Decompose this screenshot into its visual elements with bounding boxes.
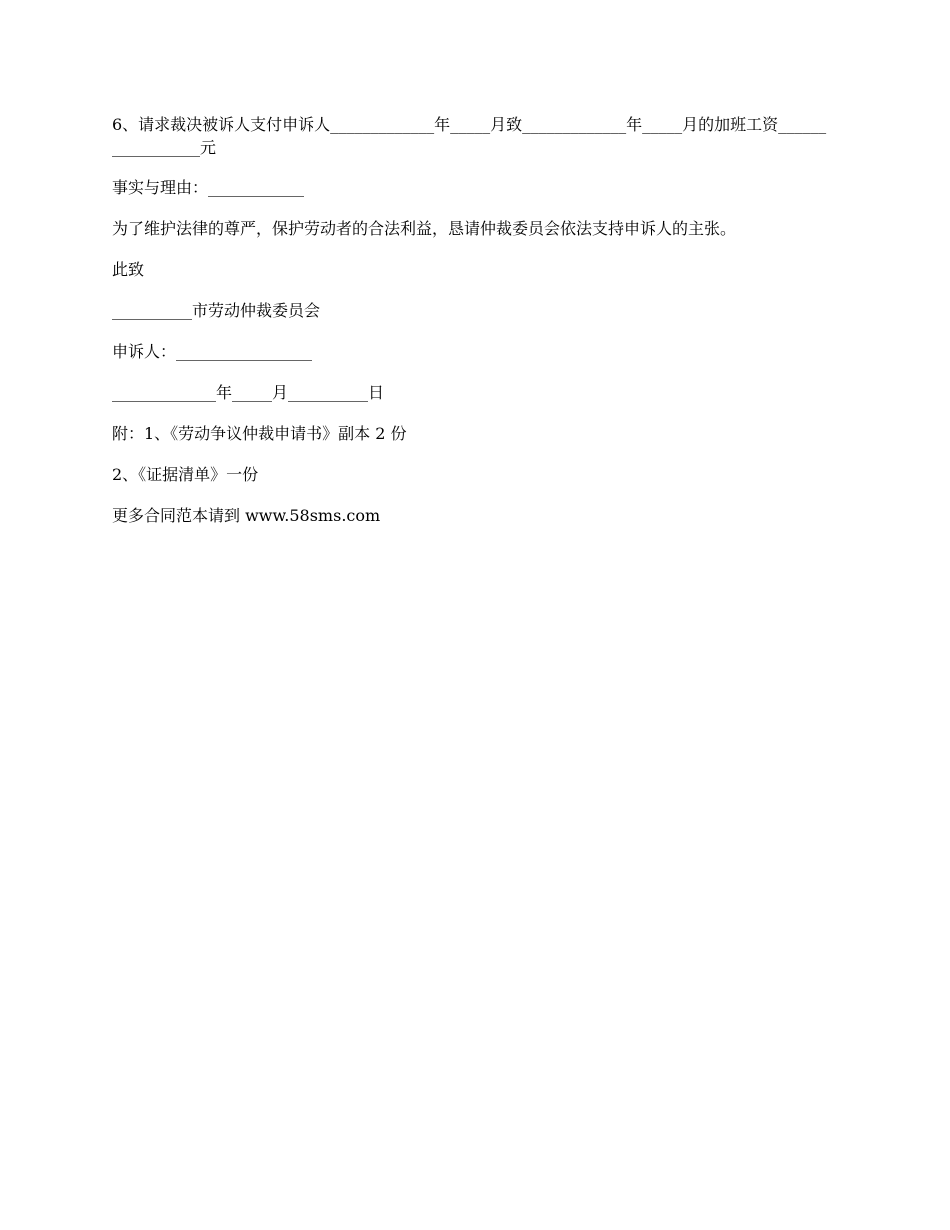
document-body [112,113,834,545]
claim-item-6: 6、请求裁决被诉人支付申诉人_____________年_____月致_____________年_____月的加班工资_________________元 [112,115,827,157]
attachment-1: 附：1、《劳动争议仲裁申请书》副本 2 份 [112,424,407,443]
salutation: 此致 [112,260,145,279]
attachment-2: 2、《证据清单》一份 [112,465,259,484]
date-line: _____________年_____月__________日 [112,383,385,402]
request-statement: 为了维护法律的尊严，保护劳动者的合法利益，恳请仲裁委员会依法支持申诉人的主张。 [112,219,737,238]
recipient-committee: __________市劳动仲裁委员会 [112,301,321,320]
applicant-signature: 申诉人：_________________ [112,342,313,361]
facts-and-reasons: 事实与理由：____________ [112,178,305,197]
footer-note: 更多合同范本请到 www.58sms.com [112,506,381,525]
